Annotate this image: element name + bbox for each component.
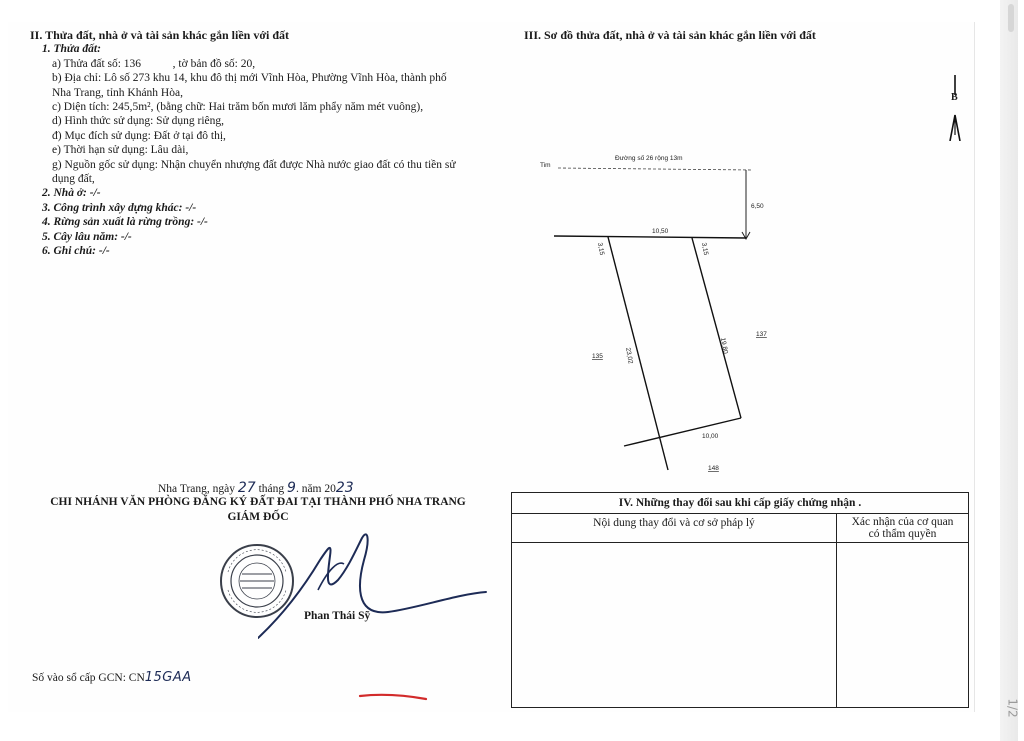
change-content-cell: [512, 543, 837, 707]
right-boundary-line: [692, 238, 741, 418]
director-title: GIÁM ĐỐC: [227, 511, 289, 523]
gcn-number: 15GAA: [144, 670, 192, 685]
neighbor-parcel-137: 137: [756, 331, 767, 338]
column-change-content: Nội dung thay đổi và cơ sở pháp lý: [512, 514, 837, 542]
dim-10-00: 10,00: [702, 433, 719, 440]
issuing-office: CHI NHÁNH VĂN PHÒNG ĐĂNG KÝ ĐẤT ĐAI TẠI THÀNH PHỐ NHA TRANG: [50, 496, 466, 508]
land-info-section: [30, 28, 490, 259]
date-year: 23: [335, 480, 354, 496]
tim-label: Tim: [540, 162, 551, 169]
dim-23-02: 23,02: [624, 347, 634, 365]
usage-origin-1: g) Nguồn gốc sử dụng: Nhận chuyển nhượng đất được Nhà nước giao đất có thu tiền sử: [52, 158, 456, 171]
gcn-registration: [32, 670, 192, 685]
handwritten-signature-icon: [258, 520, 498, 640]
road-label: Đường số 26 rộng 13m: [615, 155, 683, 162]
address-line-1: b) Địa chỉ: Lô số 273 khu 14, khu đô thị mới Vĩnh Hòa, Phường Vĩnh Hòa, thành phố: [52, 72, 447, 85]
back-boundary-line: [624, 418, 741, 446]
land-parcel-diagram: [520, 148, 790, 478]
red-ink-mark-icon: [358, 692, 428, 702]
dim-6-50: 6,50: [751, 203, 764, 210]
section-4-title: IV. Những thay đổi sau khi cấp giấy chứng nhận .: [512, 493, 968, 514]
scrollbar-thumb[interactable]: [1008, 4, 1014, 32]
usage-origin-2: dụng đất,: [52, 173, 95, 186]
authority-line-1: Xác nhận của cơ quan: [851, 516, 954, 528]
left-boundary-line: [608, 237, 668, 470]
authority-line-2: có thẩm quyền: [868, 528, 937, 540]
forest-item: 4. Rừng sản xuất là rừng trồng: -/-: [42, 216, 208, 229]
viewer-scrollbar[interactable]: [1000, 0, 1018, 741]
dim-10-50: 10,50: [652, 228, 669, 235]
neighbor-parcel-135: 135: [592, 353, 603, 360]
dim-19-80: 19,80: [719, 337, 729, 355]
changes-table-body: [512, 543, 968, 707]
issue-date: [158, 480, 354, 496]
changes-table-header: [512, 514, 968, 543]
neighbor-parcel-148: 148: [708, 465, 719, 472]
note-item: 6. Ghi chú: -/-: [42, 245, 110, 258]
road-center-line: [558, 168, 752, 170]
signer-name: Phan Thái Sỹ: [304, 610, 371, 622]
parcel-number: a) Thửa đất số: 136 , tờ bản đồ số: 20,: [52, 57, 256, 70]
dim-3-15-left: 3,15: [596, 242, 606, 256]
authority-confirmation-cell: [837, 543, 968, 707]
usage-purpose: đ) Mục đích sử dụng: Đất ở tại đô thị,: [52, 129, 226, 142]
area: c) Diện tích: 245,5m², (bằng chữ: Hai trăm bốn mươi lăm phẩy năm mét vuông),: [52, 101, 424, 114]
dim-3-15-right: 3,15: [700, 242, 710, 256]
north-arrow-icon: [948, 75, 962, 141]
column-authority-confirmation: [837, 514, 968, 542]
perennial-tree-item: 5. Cây lâu năm: -/-: [42, 230, 132, 243]
page-indicator: 1/2: [1005, 698, 1020, 718]
section-3-title: III. Sơ đồ thửa đất, nhà ở và tài sản khác gắn liền với đất: [524, 28, 816, 42]
gcn-label: Số vào sổ cấp GCN: CN: [32, 672, 145, 684]
changes-table: [511, 492, 969, 708]
land-heading: 1. Thửa đất:: [42, 43, 101, 56]
north-label: B: [951, 92, 958, 103]
section-2-title: II. Thửa đất, nhà ở và tài sản khác gắn liền với đất: [30, 28, 290, 42]
date-day: 27: [237, 480, 256, 496]
date-month: 9: [287, 480, 296, 496]
front-boundary-line: [554, 236, 746, 238]
usage-form: d) Hình thức sử dụng: Sử dụng riêng,: [52, 115, 225, 128]
date-month-word: tháng: [258, 483, 285, 495]
house-item: 2. Nhà ở: -/-: [42, 187, 101, 200]
address-line-2: Nha Trang, tỉnh Khánh Hòa,: [52, 86, 183, 99]
other-construction-item: 3. Công trình xây dựng khác: -/-: [42, 201, 197, 214]
date-prefix: Nha Trang, ngày: [158, 483, 235, 495]
date-year-word: . năm 20: [295, 483, 336, 495]
usage-term: e) Thời hạn sử dụng: Lâu dài,: [52, 144, 189, 157]
